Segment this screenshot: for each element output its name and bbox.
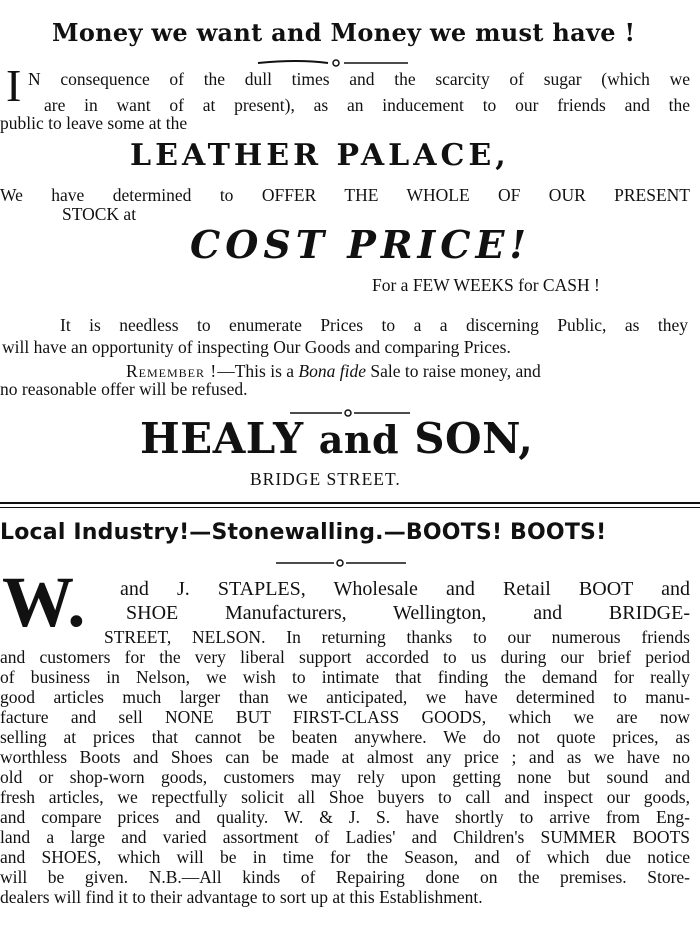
body-line: of business in Nelson, we wish to intimate that finding the demand for really (0, 667, 690, 687)
firm-name-a: HEALY (140, 414, 304, 463)
body-line: worthless Boots and Shoes can be made at almost any price ; and as we have no (0, 747, 690, 767)
intro-line-3: public to leave some at the (0, 113, 188, 133)
body-line: will be given. N.B.—All kinds of Repairing done on the premises. Store- (0, 867, 690, 887)
remember-text-a: —This is a (217, 361, 299, 381)
cash-line: For a FEW WEEKS for CASH ! (372, 275, 600, 295)
needless-line-2: will have an opportunity of inspecting Our Goods and comparing Prices. (2, 337, 511, 357)
remember-italic: Bona fide (298, 361, 366, 381)
ornament-divider (276, 558, 406, 568)
body-line: land a large and varied assortment of Ladies' and Children's SUMMER BOOTS (0, 827, 690, 847)
ad2-headline: Local Industry!—Stonewalling.—BOOTS! BOOTS! (0, 520, 607, 545)
opening-line-2: SHOE Manufacturers, Wellington, and BRIDGE- (126, 602, 690, 624)
body-line: and SHOES, which will be in time for the Season, and of which due notice (0, 847, 690, 867)
ad-separator (0, 507, 700, 508)
offer-line-1: We have determined to OFFER THE WHOLE OF OUR PRESENT (0, 185, 690, 205)
remember-text-b: Sale to raise money, and (365, 361, 541, 381)
opening-line-3: STREET, NELSON. In returning thanks to our numerous friends (104, 627, 690, 647)
offer-line-2: STOCK at (62, 204, 137, 224)
ornament-divider (258, 58, 408, 68)
body-line: and customers for the very liberal support accorded to us during our brief period (0, 647, 690, 667)
body-line: selling at prices that cannot be beaten anywhere. We do not quote prices, as (0, 727, 690, 747)
firm-name (140, 414, 533, 463)
body-line: facture and sell NONE BUT FIRST-CLASS GOODS, which we are now (0, 707, 690, 727)
ad1-headline: Money we want and Money we must have ! (52, 18, 636, 47)
cost-price: COST PRICE! (190, 222, 532, 267)
body-line: fresh articles, we repectfully solicit all Shoe buyers to call and inspect our goods, (0, 787, 690, 807)
needless-line-1: It is needless to enumerate Prices to a a discerning Public, as they (60, 315, 688, 335)
store-name: LEATHER PALACE, (130, 138, 510, 173)
firm-name-and: and (318, 417, 400, 462)
ad-separator (0, 502, 700, 504)
dropcap-w: W. (2, 562, 86, 642)
firm-name-b: SON, (414, 414, 534, 463)
remember-line-2: no reasonable offer will be refused. (0, 379, 248, 399)
firm-address: BRIDGE STREET. (250, 469, 401, 489)
body-line: good articles much larger than we anticipated, we have determined to manu- (0, 687, 690, 707)
opening-line-1: and J. STAPLES, Wholesale and Retail BOOT and (120, 578, 690, 600)
body-line: and compare prices and quality. W. & J. S. have shortly to arrive from Eng- (0, 807, 690, 827)
dropcap-i: I (6, 60, 22, 111)
body-line: old or shop-worn goods, customers may rely upon getting none but sound and (0, 767, 690, 787)
remember-label: Remember ! (126, 361, 218, 381)
intro-line-2: are in want of at present), as an inducement to our friends and the (44, 95, 690, 115)
intro-line-1: N consequence of the dull times and the scarcity of sugar (which we (28, 69, 690, 89)
body-line: dealers will find it to their advantage to sort up at this Establishment. (0, 887, 483, 907)
